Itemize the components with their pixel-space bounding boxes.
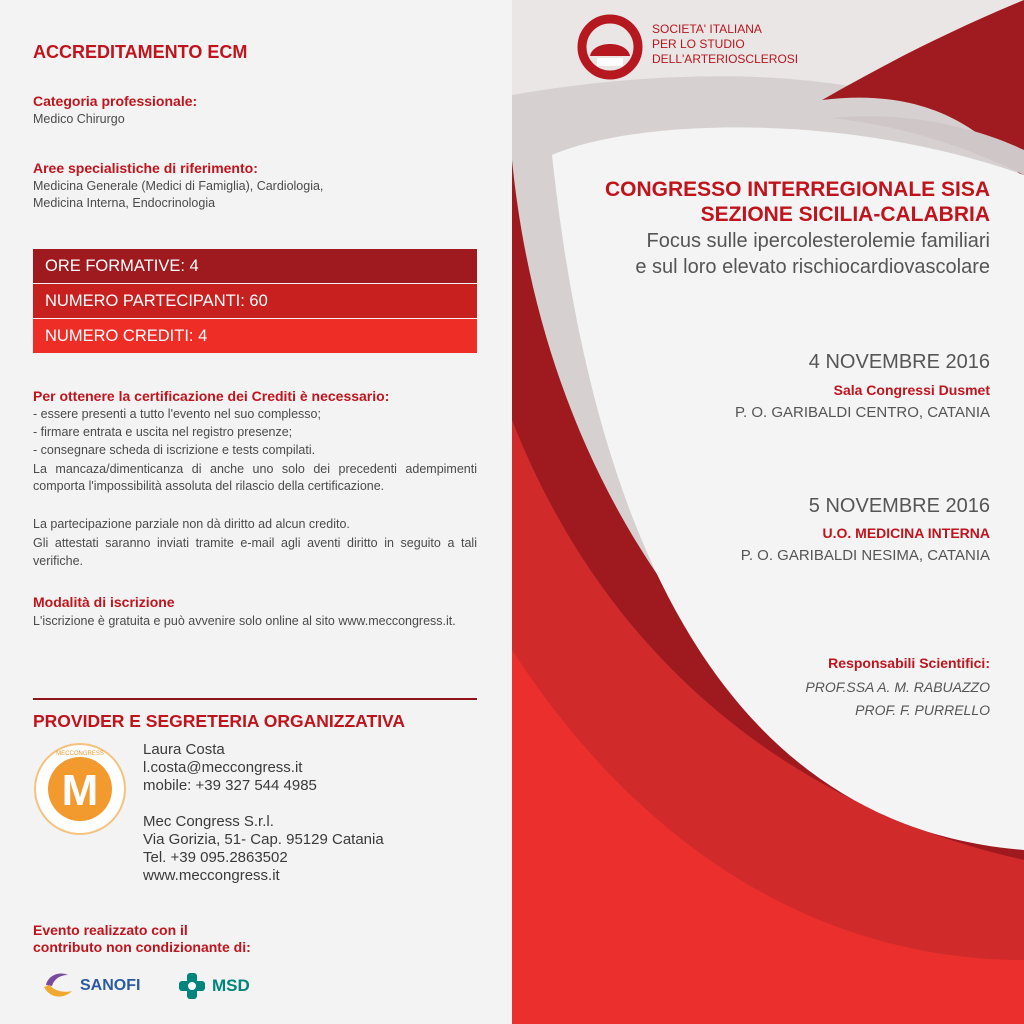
responsabile-2: PROF. F. PURRELLO — [855, 702, 990, 718]
contact-name: Laura Costa — [143, 741, 225, 758]
bar-ore-formative: ORE FORMATIVE: 4 — [33, 249, 477, 283]
msd-logo — [177, 969, 267, 1003]
company-address: Via Gorizia, 51- Cap. 95129 Catania — [143, 831, 384, 848]
company-tel: Tel. +39 095.2863502 — [143, 849, 288, 866]
crediti-item-1: - essere presenti a tutto l'evento nel suo complesso; — [33, 407, 321, 421]
crediti-para-1: La mancaza/dimenticanza di anche uno solo dei precedenti adempimenti comporta l'impossibilità assoluta del rilascio della certificazione. — [33, 462, 477, 493]
day1-date: 4 NOVEMBRE 2016 — [808, 351, 990, 373]
crediti-item-2: - firmare entrata e uscita nel registro presenze; — [33, 425, 293, 439]
day1-venue: Sala Congressi Dusmet — [833, 382, 990, 398]
sisa-logo — [577, 14, 643, 80]
sanofi-text: SANOFI — [80, 977, 141, 994]
crediti-item-3: - consegnare scheda di iscrizione e tests compilati. — [33, 443, 316, 457]
accreditamento-title: ACCREDITAMENTO ECM — [33, 42, 248, 62]
day2-place: P. O. GARIBALDI NESIMA, CATANIA — [740, 547, 990, 564]
msd-cross-icon — [177, 971, 207, 1001]
contact-email[interactable]: l.costa@meccongress.it — [143, 759, 303, 776]
bar-numero-crediti: NUMERO CREDITI: 4 — [33, 319, 477, 353]
society-line-2: PER LO STUDIO — [652, 37, 745, 51]
day2-venue: U.O. MEDICINA INTERNA — [822, 525, 990, 541]
congress-subtitle-2: e sul loro elevato rischiocardiovascolare — [635, 256, 990, 278]
aree-line-2: Medicina Interna, Endocrinologia — [33, 196, 216, 210]
meccongress-logo — [33, 742, 127, 836]
sponsor-line-1: Evento realizzato con il — [33, 922, 188, 938]
divider — [33, 698, 477, 700]
iscrizione-text: L'iscrizione è gratuita e può avvenire solo online al sito www.meccongress.it. — [33, 614, 456, 628]
company-website[interactable]: www.meccongress.it — [143, 867, 280, 884]
crediti-title: Per ottenere la certificazione dei Crediti è necessario: — [33, 388, 390, 404]
provider-title: PROVIDER E SEGRETERIA ORGANIZZATIVA — [33, 711, 406, 731]
aree-label: Aree specialistiche di riferimento: — [33, 160, 258, 176]
categoria-value: Medico Chirurgo — [33, 112, 125, 126]
society-line-3: DELL'ARTERIOSCLEROSI — [652, 52, 799, 66]
sanofi-bird-icon — [40, 969, 76, 1003]
responsabile-1: PROF.SSA A. M. RABUAZZO — [805, 679, 990, 695]
congress-title-2: SEZIONE SICILIA-CALABRIA — [700, 203, 990, 226]
congress-subtitle-1: Focus sulle ipercolesterolemie familiari — [646, 230, 990, 252]
msd-text: MSD — [212, 976, 250, 995]
contact-mobile: mobile: +39 327 544 4985 — [143, 777, 317, 794]
logo-ring-text: MECCONGRESS — [56, 751, 104, 757]
day2-date: 5 NOVEMBRE 2016 — [808, 495, 990, 517]
congress-title-1: CONGRESSO INTERREGIONALE SISA — [604, 178, 990, 201]
sanofi-logo — [40, 969, 150, 1003]
crediti-para-3: Gli attestati saranno inviati tramite e-mail agli aventi diritto in seguito a tali verifiche. — [33, 536, 477, 568]
crediti-para-2: La partecipazione parziale non dà diritto ad alcun credito. — [33, 517, 350, 531]
sponsor-line-2: contributo non condizionante di: — [33, 939, 251, 955]
company-name: Mec Congress S.r.l. — [143, 813, 274, 830]
responsabili-title: Responsabili Scientifici: — [828, 655, 990, 671]
society-line-1: SOCIETA' ITALIANA — [652, 22, 762, 36]
logo-letter: M — [61, 766, 99, 815]
aree-line-1: Medicina Generale (Medici di Famiglia), Cardiologia, — [33, 179, 324, 193]
bar-numero-partecipanti: NUMERO PARTECIPANTI: 60 — [33, 284, 477, 318]
right-panel — [512, 0, 1024, 1024]
categoria-label: Categoria professionale: — [33, 93, 198, 109]
iscrizione-title: Modalità di iscrizione — [33, 594, 175, 610]
society-name — [652, 22, 798, 67]
day1-place: P. O. GARIBALDI CENTRO, CATANIA — [734, 404, 990, 421]
